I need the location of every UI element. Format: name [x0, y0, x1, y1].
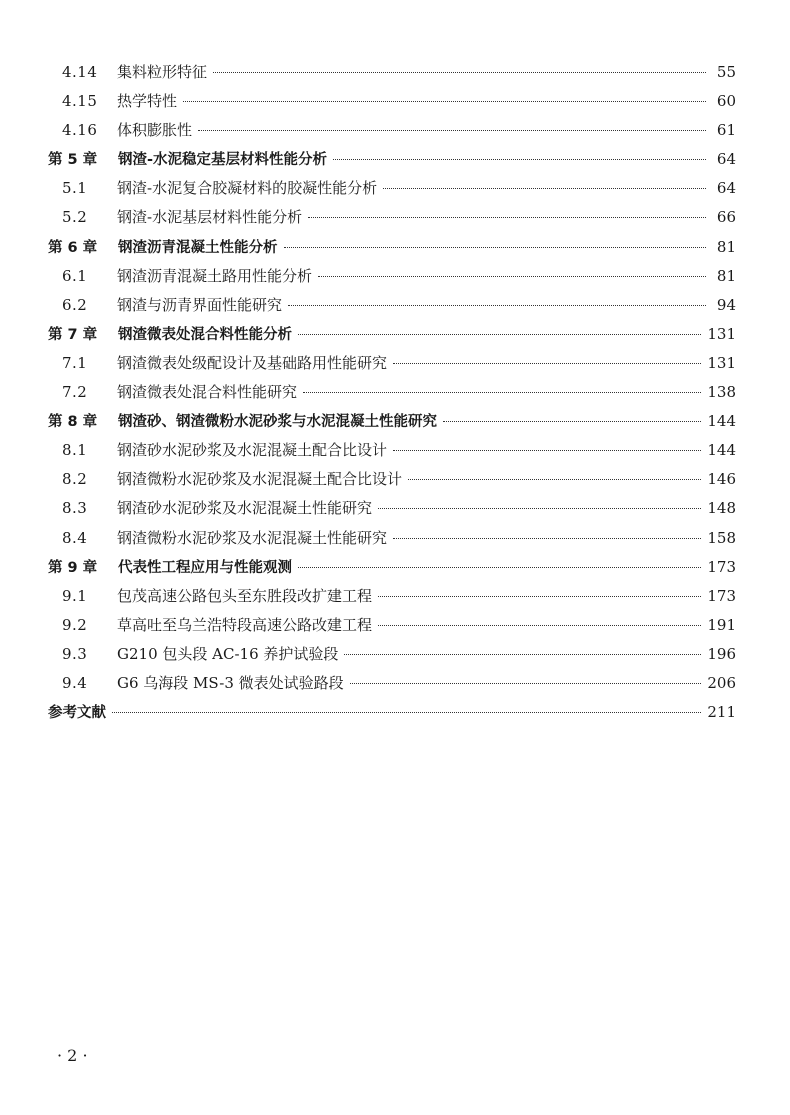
toc-entry-title: 钢渣微粉水泥砂浆及水泥混凝土配合比设计 — [117, 470, 403, 489]
toc-entry-title: 钢渣砂、钢渣微粉水泥砂浆与水泥混凝土性能研究 — [118, 414, 437, 431]
toc-entry-page: 211 — [707, 703, 736, 722]
toc-section-entry[interactable] — [48, 640, 736, 669]
toc-entry-number: 第 5 章 — [48, 152, 98, 169]
toc-entry-number: 4.16 — [62, 121, 98, 140]
toc-entry-title: G210 包头段 AC-16 养护试验段 — [117, 644, 339, 663]
toc-chapter-entry[interactable] — [48, 233, 736, 262]
toc-entry-page: 60 — [716, 92, 736, 111]
toc-entry-page: 64 — [716, 150, 736, 169]
toc-entry-number: 第 7 章 — [48, 326, 98, 343]
toc-section-entry[interactable] — [48, 174, 736, 203]
toc-chapter-entry[interactable] — [48, 320, 736, 349]
toc-entry-page: 64 — [716, 179, 736, 198]
toc-entry-page: 158 — [707, 528, 736, 547]
toc-entry-number: 9.3 — [62, 644, 88, 663]
toc-entry-number: 4.14 — [62, 63, 98, 81]
toc-entry-page: 173 — [707, 586, 736, 605]
toc-entry-number: 7.2 — [62, 383, 88, 402]
toc-section-entry[interactable] — [48, 465, 736, 494]
dot-leader — [393, 363, 701, 364]
toc-entry-title: 钢渣沥青混凝土性能分析 — [118, 239, 278, 256]
page-number: · 2 · — [57, 1046, 88, 1065]
dot-leader — [344, 654, 701, 655]
toc-section-entry[interactable] — [48, 291, 736, 320]
toc-entry-number: 第 8 章 — [48, 414, 98, 431]
toc-entry-title: 钢渣-水泥基层材料性能分析 — [117, 208, 303, 227]
toc-chapter-entry[interactable] — [48, 698, 736, 727]
toc-entry-title: 代表性工程应用与性能观测 — [118, 559, 292, 576]
toc-section-entry[interactable] — [48, 582, 736, 611]
toc-entry-number: 4.15 — [62, 92, 98, 111]
toc-entry-title: 钢渣-水泥稳定基层材料性能分析 — [118, 152, 328, 169]
toc-entry-page: 144 — [707, 412, 736, 431]
toc-section-entry[interactable] — [48, 116, 736, 145]
toc-chapter-entry[interactable] — [48, 553, 736, 582]
dot-leader — [393, 538, 701, 539]
toc-entry-title: 包茂高速公路包头至东胜段改扩建工程 — [117, 586, 373, 605]
dot-leader — [378, 596, 701, 597]
toc-entry-page: 55 — [716, 63, 736, 81]
dot-leader — [378, 508, 701, 509]
toc-section-entry[interactable] — [48, 436, 736, 465]
dot-leader — [284, 247, 707, 248]
toc-entry-page: 206 — [707, 673, 736, 692]
toc-entry-title: 体积膨胀性 — [117, 121, 193, 140]
dot-leader — [183, 101, 706, 102]
toc-entry-title: 钢渣微表处混合料性能分析 — [118, 326, 292, 343]
toc-section-entry[interactable] — [48, 378, 736, 407]
toc-entry-title: 钢渣沥青混凝土路用性能分析 — [117, 266, 313, 285]
toc-entry-number: 8.4 — [62, 528, 88, 547]
toc-entry-title: 钢渣微粉水泥砂浆及水泥混凝土性能研究 — [117, 528, 388, 547]
toc-entry-page: 61 — [716, 121, 736, 140]
dot-leader — [383, 188, 706, 189]
toc-entry-number: 9.2 — [62, 615, 88, 634]
dot-leader — [308, 217, 706, 218]
toc-entry-page: 81 — [716, 237, 736, 256]
toc-section-entry[interactable] — [48, 349, 736, 378]
dot-leader — [198, 130, 706, 131]
toc-entry-page: 173 — [707, 557, 736, 576]
dot-leader — [333, 159, 706, 160]
toc-entry-title: 钢渣砂水泥砂浆及水泥混凝土性能研究 — [117, 499, 373, 518]
toc-entry-title: 参考文献 — [48, 705, 106, 722]
table-of-contents — [48, 58, 736, 727]
toc-entry-title: 钢渣微表处混合料性能研究 — [117, 383, 298, 402]
dot-leader — [350, 683, 702, 684]
dot-leader — [288, 305, 706, 306]
toc-entry-title: 钢渣微表处级配设计及基础路用性能研究 — [117, 353, 388, 372]
toc-entry-page: 196 — [707, 644, 736, 663]
dot-leader — [408, 479, 701, 480]
toc-chapter-entry[interactable] — [48, 407, 736, 436]
toc-entry-title: 钢渣-水泥复合胶凝材料的胶凝性能分析 — [117, 179, 378, 198]
dot-leader — [443, 421, 701, 422]
toc-entry-number: 9.4 — [62, 673, 88, 692]
toc-section-entry[interactable] — [48, 58, 736, 87]
toc-entry-title: G6 乌海段 MS-3 微表处试验路段 — [117, 673, 344, 692]
toc-chapter-entry[interactable] — [48, 145, 736, 174]
toc-entry-title: 钢渣砂水泥砂浆及水泥混凝土配合比设计 — [117, 441, 388, 460]
toc-section-entry[interactable] — [48, 611, 736, 640]
toc-entry-number: 5.1 — [62, 179, 88, 198]
toc-entry-number: 7.1 — [62, 353, 88, 372]
toc-entry-page: 81 — [716, 266, 736, 285]
toc-entry-page: 191 — [707, 615, 736, 634]
toc-entry-number: 8.2 — [62, 470, 88, 489]
toc-entry-page: 131 — [707, 324, 736, 343]
toc-section-entry[interactable] — [48, 87, 736, 116]
dot-leader — [298, 334, 701, 335]
toc-section-entry[interactable] — [48, 669, 736, 698]
toc-entry-page: 144 — [707, 441, 736, 460]
toc-section-entry[interactable] — [48, 203, 736, 232]
dot-leader — [298, 567, 701, 568]
toc-entry-title: 草高吐至乌兰浩特段高速公路改建工程 — [117, 615, 373, 634]
toc-entry-number: 6.2 — [62, 295, 88, 314]
toc-section-entry[interactable] — [48, 494, 736, 523]
toc-entry-page: 66 — [716, 208, 736, 227]
toc-entry-number: 8.3 — [62, 499, 88, 518]
toc-entry-title: 热学特性 — [117, 92, 178, 111]
toc-entry-page: 138 — [707, 383, 736, 402]
toc-entry-number: 8.1 — [62, 441, 88, 460]
dot-leader — [393, 450, 701, 451]
toc-entry-page: 131 — [707, 353, 736, 372]
toc-section-entry[interactable] — [48, 524, 736, 553]
toc-entry-number: 9.1 — [62, 586, 88, 605]
dot-leader — [213, 72, 706, 73]
dot-leader — [378, 625, 701, 626]
toc-entry-page: 94 — [716, 295, 736, 314]
toc-section-entry[interactable] — [48, 262, 736, 291]
toc-entry-number: 5.2 — [62, 208, 88, 227]
dot-leader — [318, 276, 706, 277]
dot-leader — [112, 712, 701, 713]
toc-entry-title: 钢渣与沥青界面性能研究 — [117, 295, 283, 314]
dot-leader — [303, 392, 701, 393]
toc-entry-number: 6.1 — [62, 266, 88, 285]
toc-entry-number: 第 6 章 — [48, 239, 98, 256]
toc-entry-title: 集料粒形特征 — [117, 63, 208, 81]
toc-entry-page: 146 — [707, 470, 736, 489]
toc-entry-number: 第 9 章 — [48, 559, 98, 576]
toc-entry-page: 148 — [707, 499, 736, 518]
